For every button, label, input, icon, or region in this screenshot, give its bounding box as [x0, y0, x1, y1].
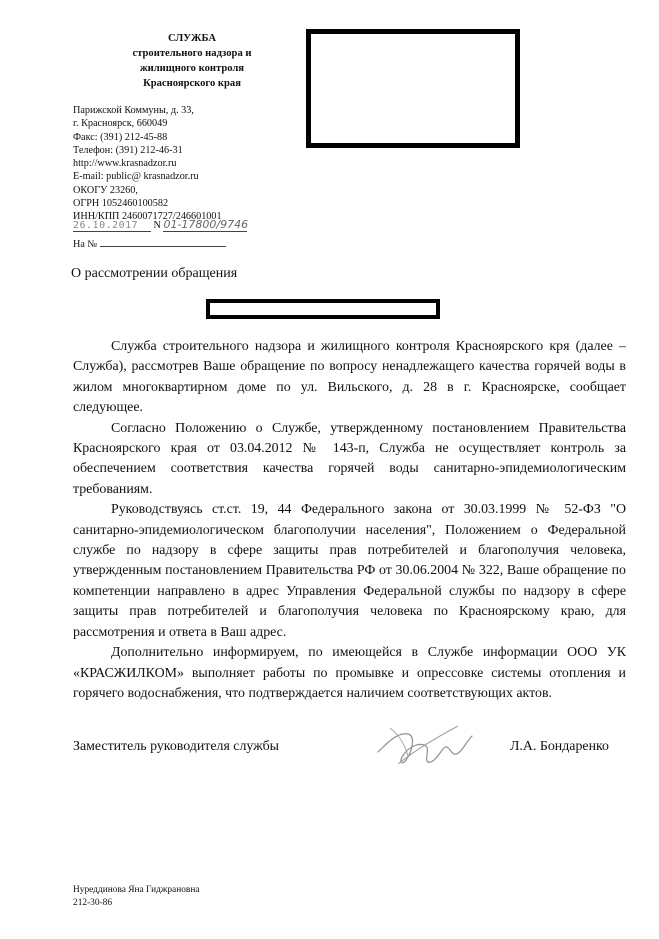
body-paragraph: Согласно Положению о Службе, утвержденному постановлением Правительства Красноярского края от 03.04.2012 № 143-п, Служба не осуществляет контроль за обеспечением соответствия качества горячей воды санитарно-эпидемиологическим требованиям.	[73, 420, 626, 497]
body-paragraph: Служба строительного надзора и жилищного контроля Красноярского кря (далее – Служба), рассмотрев Ваше обращение по вопросу ненадлежащего качества горячей воды в жилом многоквартирном доме по ул. Вильского, д. 28 в г. Красноярске, сообщает следующее.	[73, 339, 626, 416]
body-paragraph: Дополнительно информируем, по имеющейся в Службе информации ООО УК «КРАСЖИЛКОМ» выполняет работы по промывке и опрессовке системы отопления и горячего водоснабжения, что подтверждается наличием соответствующих актов.	[73, 645, 626, 701]
contact-address: Парижской Коммуны, д. 33,	[73, 105, 194, 116]
contact-fax: Факс: (391) 212-45-88	[73, 131, 168, 143]
redacted-addressee-box	[306, 29, 520, 148]
contact-ogrn: ОГРН 1052460100582	[73, 198, 169, 210]
contact-okogu: ОКОГУ 23260,	[73, 184, 138, 196]
contact-website: http://www.krasnadzor.ru	[73, 158, 177, 170]
signatory-title: Заместитель руководителя службы	[73, 739, 279, 754]
org-line-3: жилищного контроля	[139, 63, 245, 74]
reply-to-blank	[100, 236, 226, 247]
signatory-name: Л.А. Бондаренко	[510, 739, 609, 754]
registration-date: 26.10.2017	[73, 220, 151, 232]
contact-email: E-mail: public@ krasnadzor.ru	[73, 171, 199, 183]
redacted-recipient-box	[206, 299, 440, 319]
letter-body	[73, 337, 626, 704]
registration-number-prefix: N	[153, 220, 161, 231]
registration-number: 01-17800/9746	[163, 218, 249, 231]
executor-block	[73, 884, 200, 909]
contact-city: г. Красноярск, 660049	[73, 118, 168, 130]
org-line-2: строительного надзора и	[132, 48, 252, 59]
handwritten-signature	[368, 712, 480, 778]
org-line-4: Красноярского края	[143, 78, 241, 89]
letter-subject: О рассмотрении обращения	[71, 266, 238, 281]
registration-line	[73, 218, 247, 232]
body-paragraph: Руководствуясь ст.ст. 19, 44 Федерального закона от 30.03.1999 № 52-ФЗ "О санитарно-эпидемиологическом благополучии населения", Положением о Федеральной службе по надзору в сфере защиты прав потребителей и благополучия человека, утвержденным постановлением Правительства РФ от 30.06.2004 № 322, Ваше обращение по компетенции направлено в адрес Управления Федеральной службы по надзору в сфере защиты прав потребителей и благополучия человека по Красноярскому краю, для рассмотрения и ответа в Ваш адрес.	[73, 502, 626, 640]
contact-inn-kpp: ИНН/КПП 2460071727/246601001	[73, 211, 222, 223]
reply-to-line	[73, 236, 226, 250]
org-line-1: СЛУЖБА	[167, 33, 217, 44]
executor-name: Нуреддинова Яна Гиджрановна	[73, 885, 200, 895]
organization-header	[112, 31, 272, 91]
executor-phone: 212-30-86	[73, 897, 113, 908]
contacts-block	[73, 104, 222, 224]
reply-to-label: На №	[73, 239, 98, 250]
contact-phone: Телефон: (391) 212-46-31	[73, 144, 183, 156]
